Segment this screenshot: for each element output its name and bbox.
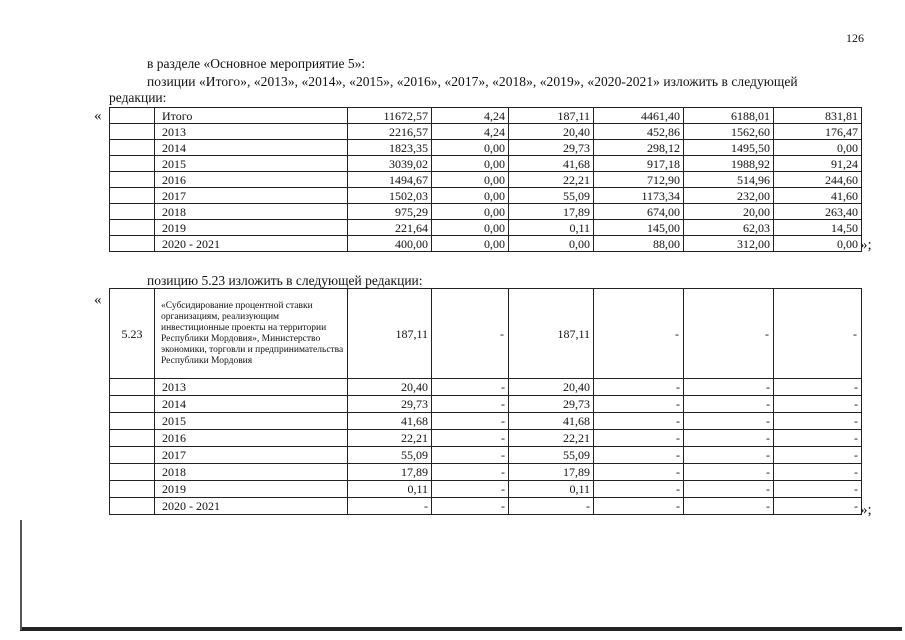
table-row <box>110 481 862 498</box>
table-cell: 22,21 <box>509 430 594 447</box>
table-row <box>110 396 862 413</box>
table-cell: 400,00 <box>348 236 432 252</box>
table-cell: - <box>684 396 774 413</box>
row-label: 2015 <box>155 156 348 172</box>
table-cell: 88,00 <box>594 236 684 252</box>
table-cell: 29,73 <box>348 396 432 413</box>
table-cell: 917,18 <box>594 156 684 172</box>
table-cell: 11672,57 <box>348 108 432 124</box>
table-cell: - <box>509 498 594 515</box>
opening-quote: « <box>94 292 102 308</box>
table-cell: 176,47 <box>774 124 862 140</box>
table-cell: 4461,40 <box>594 108 684 124</box>
table-cell: - <box>432 481 509 498</box>
table-cell: 187,11 <box>509 108 594 124</box>
position-code: 5.23 <box>110 289 155 379</box>
row-label: 2018 <box>155 464 348 481</box>
table-cell: - <box>774 430 862 447</box>
closing-quote: »; <box>860 502 872 518</box>
table-cell: - <box>348 498 432 515</box>
table-cell: 4,24 <box>432 124 509 140</box>
row-label: 2016 <box>155 430 348 447</box>
table-cell: 20,40 <box>509 379 594 396</box>
table-row <box>110 140 862 156</box>
table-cell: 0,00 <box>432 236 509 252</box>
table-cell: 0,00 <box>774 236 862 252</box>
table-cell: - <box>774 413 862 430</box>
row-label: 2017 <box>155 188 348 204</box>
table-cell: 0,00 <box>774 140 862 156</box>
table-cell: - <box>774 481 862 498</box>
row-label: 2020 - 2021 <box>155 498 348 515</box>
table-cell: - <box>684 447 774 464</box>
table-cell: 145,00 <box>594 220 684 236</box>
table-cell: - <box>594 396 684 413</box>
table-cell: 0,00 <box>432 220 509 236</box>
empty-cell <box>110 108 155 124</box>
table-cell: 55,09 <box>509 447 594 464</box>
table-cell: 41,68 <box>509 156 594 172</box>
table-cell: 0,00 <box>432 204 509 220</box>
table-cell: 0,00 <box>432 156 509 172</box>
intro-line-2: позиции «Итого», «2013», «2014», «2015», «2016», «2017», «2018», «2019», «2020-2021» изложить в следующей <box>147 74 798 89</box>
table-cell: - <box>684 379 774 396</box>
empty-cell <box>110 464 155 481</box>
empty-cell <box>110 396 155 413</box>
table-cell: - <box>774 498 862 515</box>
page-number: 126 <box>846 31 864 45</box>
table-cell: 975,29 <box>348 204 432 220</box>
table-cell: 312,00 <box>684 236 774 252</box>
table-cell: 831,81 <box>774 108 862 124</box>
table-cell: 55,09 <box>509 188 594 204</box>
table-cell: 91,24 <box>774 156 862 172</box>
table-cell: 20,40 <box>348 379 432 396</box>
table-cell: 62,03 <box>684 220 774 236</box>
table-cell: 55,09 <box>348 447 432 464</box>
empty-cell <box>110 447 155 464</box>
empty-cell <box>110 236 155 252</box>
table-cell: - <box>432 447 509 464</box>
table-cell: 674,00 <box>594 204 684 220</box>
table-cell: - <box>774 396 862 413</box>
table-cell: 244,60 <box>774 172 862 188</box>
empty-cell <box>110 188 155 204</box>
row-label: 2013 <box>155 124 348 140</box>
table-cell: - <box>684 289 774 379</box>
table-cell: 41,60 <box>774 188 862 204</box>
table-row <box>110 498 862 515</box>
table-cell: 263,40 <box>774 204 862 220</box>
table-cell: 2216,57 <box>348 124 432 140</box>
row-label: Итого <box>155 108 348 124</box>
table-cell: - <box>594 413 684 430</box>
row-label: 2018 <box>155 204 348 220</box>
table-row <box>110 220 862 236</box>
left-margin-line <box>20 520 22 630</box>
table-cell: - <box>594 430 684 447</box>
table-cell: 17,89 <box>509 464 594 481</box>
table-cell: 22,21 <box>348 430 432 447</box>
row-label: 2019 <box>155 481 348 498</box>
empty-cell <box>110 379 155 396</box>
position-description: «Субсидирование процентной ставки организациям, реализующим инвестиционные проекты на территории Республики Мордовия», Министерство экономики, торговли и предпринимательства Республики Мордовия <box>155 289 348 379</box>
table-cell: - <box>594 464 684 481</box>
opening-quote: « <box>94 108 102 124</box>
table-cell: - <box>432 498 509 515</box>
table-cell: 187,11 <box>509 289 594 379</box>
table-row <box>110 108 862 124</box>
table-cell: - <box>594 379 684 396</box>
table-cell: - <box>594 498 684 515</box>
table-cell: - <box>684 481 774 498</box>
table-cell: - <box>684 430 774 447</box>
table-cell: 1562,60 <box>684 124 774 140</box>
table-cell: 1494,67 <box>348 172 432 188</box>
table-cell: 6188,01 <box>684 108 774 124</box>
position-intro: позицию 5.23 изложить в следующей редакции: <box>147 273 423 288</box>
table-cell: - <box>432 289 509 379</box>
row-label: 2014 <box>155 140 348 156</box>
table-cell: 0,11 <box>509 220 594 236</box>
intro-line-1: в разделе «Основное мероприятие 5»: <box>147 56 366 71</box>
table-cell: - <box>774 464 862 481</box>
table-cell: 29,73 <box>509 396 594 413</box>
table-cell: 17,89 <box>509 204 594 220</box>
table-cell: 0,00 <box>432 188 509 204</box>
table-row <box>110 430 862 447</box>
table-cell: 0,11 <box>509 481 594 498</box>
row-label: 2019 <box>155 220 348 236</box>
table-cell: 3039,02 <box>348 156 432 172</box>
row-label: 2020 - 2021 <box>155 236 348 252</box>
table-cell: - <box>684 413 774 430</box>
table-row <box>110 188 862 204</box>
table-cell: 41,68 <box>348 413 432 430</box>
table-cell: 20,00 <box>684 204 774 220</box>
table-cell: - <box>432 464 509 481</box>
table-cell: - <box>774 289 862 379</box>
table-cell: 221,64 <box>348 220 432 236</box>
table-cell: 514,96 <box>684 172 774 188</box>
empty-cell <box>110 156 155 172</box>
table-cell: - <box>684 464 774 481</box>
row-label: 2013 <box>155 379 348 396</box>
table-cell: 1495,50 <box>684 140 774 156</box>
empty-cell <box>110 413 155 430</box>
empty-cell <box>110 220 155 236</box>
table-cell: 4,24 <box>432 108 509 124</box>
empty-cell <box>110 172 155 188</box>
table-cell: - <box>594 481 684 498</box>
table-cell: 1173,34 <box>594 188 684 204</box>
table-cell: 1988,92 <box>684 156 774 172</box>
table-cell: 187,11 <box>348 289 432 379</box>
empty-cell <box>110 481 155 498</box>
table-cell: - <box>684 498 774 515</box>
closing-quote: »; <box>860 237 872 253</box>
table-cell: - <box>432 396 509 413</box>
table-row <box>110 204 862 220</box>
table-row <box>110 447 862 464</box>
empty-cell <box>110 204 155 220</box>
table-cell: - <box>594 447 684 464</box>
table-cell: 1502,03 <box>348 188 432 204</box>
table-row <box>110 464 862 481</box>
table-cell: 14,50 <box>774 220 862 236</box>
funding-table-position-5-23 <box>109 288 862 515</box>
table-row <box>110 379 862 396</box>
table-cell: - <box>432 413 509 430</box>
table-row <box>110 172 862 188</box>
table-cell: 712,90 <box>594 172 684 188</box>
row-label: 2017 <box>155 447 348 464</box>
table-cell: 232,00 <box>684 188 774 204</box>
empty-cell <box>110 140 155 156</box>
table-cell: - <box>432 379 509 396</box>
empty-cell <box>110 124 155 140</box>
table-cell: 22,21 <box>509 172 594 188</box>
table-cell: 20,40 <box>509 124 594 140</box>
table-cell: 41,68 <box>509 413 594 430</box>
table-cell: 0,00 <box>509 236 594 252</box>
table-row <box>110 413 862 430</box>
empty-cell <box>110 430 155 447</box>
row-label: 2014 <box>155 396 348 413</box>
table-cell: 0,00 <box>432 140 509 156</box>
binding-edge-line <box>20 627 902 631</box>
table-row <box>110 289 862 379</box>
empty-cell <box>110 498 155 515</box>
funding-table-main-event-5 <box>109 107 862 252</box>
table-cell: 17,89 <box>348 464 432 481</box>
row-label: 2015 <box>155 413 348 430</box>
table-cell: 0,11 <box>348 481 432 498</box>
table-cell: - <box>774 447 862 464</box>
table-row <box>110 124 862 140</box>
table-cell: 29,73 <box>509 140 594 156</box>
table-cell: - <box>774 379 862 396</box>
table-row <box>110 236 862 252</box>
table-cell: - <box>594 289 684 379</box>
table-row <box>110 156 862 172</box>
table-cell: 452,86 <box>594 124 684 140</box>
table-cell: 0,00 <box>432 172 509 188</box>
table-cell: - <box>432 430 509 447</box>
row-label: 2016 <box>155 172 348 188</box>
table-cell: 298,12 <box>594 140 684 156</box>
table-cell: 1823,35 <box>348 140 432 156</box>
intro-line-3: редакции: <box>109 90 167 105</box>
